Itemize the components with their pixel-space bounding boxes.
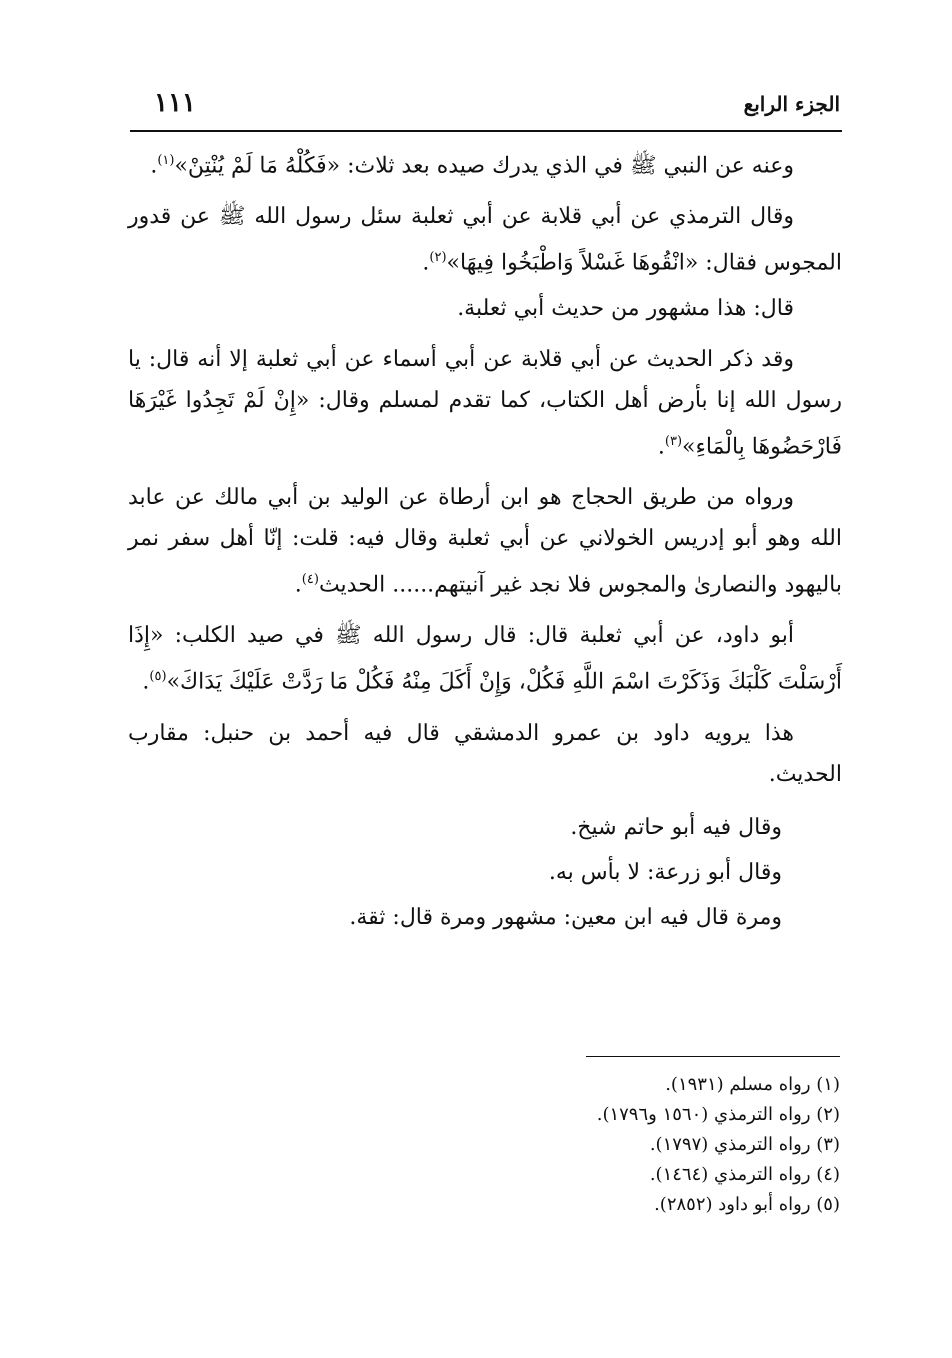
short-line-1: وقال فيه أبو حاتم شيخ.	[570, 814, 782, 840]
short-line-3: ومرة قال فيه ابن معين: مشهور ومرة قال: ثقة.	[349, 904, 782, 930]
footnote-ref: (١)	[157, 153, 175, 168]
footnote-3: (٣) رواه الترمذي (١٧٩٧).	[649, 1134, 840, 1155]
short-line-2: وقال أبو زرعة: لا بأس به.	[548, 859, 782, 885]
footnote-2: (٢) رواه الترمذي (١٥٦٠ و١٧٩٦).	[596, 1104, 840, 1125]
paragraph-5: ورواه من طريق الحجاج هو ابن أرطاة عن الوليد بن أبي مالك عن عابد الله وهو أبو إدريس الخولاني عن أبي ثعلبة وقال فيه: قلت: إنّا أهل سفر نمر باليهود والنصارىٰ والمجوس فلا نجد غير آنيتهم...... الحديث$^{(٤)}$.	[128, 484, 842, 598]
paragraph-7: هذا يرويه داود بن عمرو الدمشقي قال فيه أحمد بن حنبل: مقارب الحديث.	[128, 720, 842, 787]
footnote-ref: (٣)	[664, 433, 683, 449]
header-rule	[130, 130, 842, 132]
footnote-1: (١) رواه مسلم (١٩٣١).	[665, 1074, 840, 1095]
page-number: ١١١	[154, 88, 196, 118]
footnote-ref: (٥)	[149, 669, 167, 685]
paragraph-2: وقال الترمذي عن أبي قلابة عن أبي ثعلبة سئل رسول الله ﷺ عن قدور المجوس فقال: «انْقُوهَا غَسْلاً وَاطْبَخُوا فِيهَا»$^{(٢)}$.	[128, 204, 842, 276]
paragraph-1: وعنه عن النبي ﷺ في الذي يدرك صيده بعد ثلاث: «فَكُلْهُ مَا لَمْ يُنْتِنْ»$^{(١)}$.	[150, 153, 794, 179]
paragraph-3: قال: هذا مشهور من حديث أبي ثعلبة.	[457, 295, 794, 321]
running-title: الجزء الرابع	[743, 92, 840, 116]
paragraph-4: وقد ذكر الحديث عن أبي قلابة عن أبي أسماء عن أبي ثعلبة إلا أنه قال: يا رسول الله إنا بأرض أهل الكتاب، كما تقدم لمسلم وقال: «إِنْ لَمْ تَجِدُوا غَيْرَهَا فَارْحَضُوهَا بِالْمَاءِ»$^{(٣)}$.	[128, 346, 842, 459]
page-header	[130, 88, 840, 124]
footnote-ref: (٤)	[301, 571, 319, 587]
main-text	[128, 140, 842, 940]
footnote-separator	[586, 1056, 840, 1057]
footnotes	[440, 1070, 840, 1220]
paragraph-6: أبو داود، عن أبي ثعلبة قال: قال رسول الله ﷺ في صيد الكلب: «إِذَا أَرْسَلْتَ كَلْبَكَ وَذَكَرْتَ اسْمَ اللَّهِ فَكُلْ، وَإِنْ أَكَلَ مِنْهُ فَكُلْ مَا رَدَّتْ عَلَيْكَ يَدَاكَ»$^{(٥)}$.	[128, 623, 842, 695]
footnote-5: (٥) رواه أبو داود (٢٨٥٢).	[654, 1194, 840, 1215]
footnote-4: (٤) رواه الترمذي (١٤٦٤).	[649, 1164, 840, 1185]
footnote-ref: (٢)	[429, 250, 447, 266]
